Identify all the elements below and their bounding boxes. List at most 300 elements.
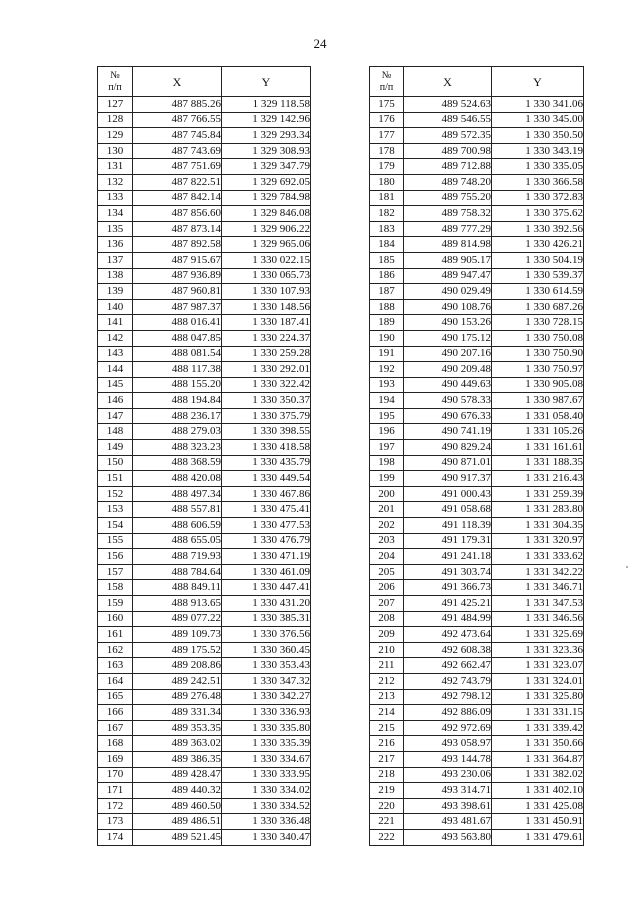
y-coordinate: 1 330 987.67 bbox=[492, 393, 584, 409]
x-coordinate: 488 016.41 bbox=[133, 315, 222, 331]
x-coordinate: 488 236.17 bbox=[133, 408, 222, 424]
row-number: 134 bbox=[98, 206, 133, 222]
table-row bbox=[98, 268, 311, 284]
row-number: 191 bbox=[370, 346, 404, 362]
table-row bbox=[98, 689, 311, 705]
y-coordinate: 1 331 283.80 bbox=[492, 502, 584, 518]
row-number: 176 bbox=[370, 112, 404, 128]
table-row bbox=[98, 299, 311, 315]
table-row bbox=[98, 362, 311, 378]
x-coordinate: 488 155.20 bbox=[133, 377, 222, 393]
y-coordinate: 1 330 107.93 bbox=[222, 284, 311, 300]
row-number: 210 bbox=[370, 642, 404, 658]
x-coordinate: 493 398.61 bbox=[404, 798, 492, 814]
x-coordinate: 488 497.34 bbox=[133, 486, 222, 502]
y-coordinate: 1 329 965.06 bbox=[222, 237, 311, 253]
y-coordinate: 1 331 304.35 bbox=[492, 518, 584, 534]
x-coordinate: 489 208.86 bbox=[133, 658, 222, 674]
row-number: 168 bbox=[98, 736, 133, 752]
y-coordinate: 1 331 324.01 bbox=[492, 673, 584, 689]
y-coordinate: 1 331 058.40 bbox=[492, 408, 584, 424]
table-row bbox=[98, 736, 311, 752]
y-coordinate: 1 330 336.93 bbox=[222, 705, 311, 721]
y-coordinate: 1 330 461.09 bbox=[222, 564, 311, 580]
row-number: 174 bbox=[98, 829, 133, 845]
y-coordinate: 1 330 340.47 bbox=[222, 829, 311, 845]
row-number: 212 bbox=[370, 673, 404, 689]
y-coordinate: 1 331 161.61 bbox=[492, 440, 584, 456]
row-number: 148 bbox=[98, 424, 133, 440]
y-coordinate: 1 331 342.22 bbox=[492, 564, 584, 580]
row-number: 152 bbox=[98, 486, 133, 502]
y-coordinate: 1 330 418.58 bbox=[222, 440, 311, 456]
row-number: 208 bbox=[370, 611, 404, 627]
y-coordinate: 1 330 435.79 bbox=[222, 455, 311, 471]
table-row bbox=[98, 237, 311, 253]
row-number: 205 bbox=[370, 564, 404, 580]
row-number: 197 bbox=[370, 440, 404, 456]
y-coordinate: 1 331 350.66 bbox=[492, 736, 584, 752]
x-coordinate: 487 842.14 bbox=[133, 190, 222, 206]
table-row bbox=[98, 502, 311, 518]
y-coordinate: 1 331 364.87 bbox=[492, 751, 584, 767]
table-row bbox=[370, 315, 584, 331]
row-number: 163 bbox=[98, 658, 133, 674]
table-row bbox=[98, 627, 311, 643]
x-coordinate: 489 905.17 bbox=[404, 252, 492, 268]
table-row bbox=[370, 502, 584, 518]
table-row bbox=[370, 549, 584, 565]
table-row bbox=[370, 689, 584, 705]
x-coordinate: 487 987.37 bbox=[133, 299, 222, 315]
table-row bbox=[98, 112, 311, 128]
y-coordinate: 1 331 347.53 bbox=[492, 596, 584, 612]
x-coordinate: 489 428.47 bbox=[133, 767, 222, 783]
row-number: 156 bbox=[98, 549, 133, 565]
x-coordinate: 490 153.26 bbox=[404, 315, 492, 331]
row-number: 222 bbox=[370, 829, 404, 845]
x-coordinate: 493 563.80 bbox=[404, 829, 492, 845]
table-row bbox=[98, 783, 311, 799]
table-row bbox=[98, 611, 311, 627]
y-coordinate: 1 329 846.08 bbox=[222, 206, 311, 222]
row-number: 136 bbox=[98, 237, 133, 253]
table-row bbox=[370, 705, 584, 721]
header-x: X bbox=[404, 67, 492, 97]
row-number: 183 bbox=[370, 221, 404, 237]
row-number: 164 bbox=[98, 673, 133, 689]
y-coordinate: 1 330 353.43 bbox=[222, 658, 311, 674]
row-number: 162 bbox=[98, 642, 133, 658]
row-number: 165 bbox=[98, 689, 133, 705]
header-y: Y bbox=[492, 67, 584, 97]
row-number: 209 bbox=[370, 627, 404, 643]
y-coordinate: 1 330 385.31 bbox=[222, 611, 311, 627]
y-coordinate: 1 330 341.06 bbox=[492, 97, 584, 113]
row-number: 211 bbox=[370, 658, 404, 674]
x-coordinate: 493 144.78 bbox=[404, 751, 492, 767]
x-coordinate: 490 829.24 bbox=[404, 440, 492, 456]
x-coordinate: 492 608.38 bbox=[404, 642, 492, 658]
x-coordinate: 490 676.33 bbox=[404, 408, 492, 424]
x-coordinate: 487 885.26 bbox=[133, 97, 222, 113]
table-row bbox=[98, 440, 311, 456]
row-number: 220 bbox=[370, 798, 404, 814]
y-coordinate: 1 330 322.42 bbox=[222, 377, 311, 393]
y-coordinate: 1 330 334.67 bbox=[222, 751, 311, 767]
x-coordinate: 490 209.48 bbox=[404, 362, 492, 378]
y-coordinate: 1 330 022.15 bbox=[222, 252, 311, 268]
y-coordinate: 1 330 375.79 bbox=[222, 408, 311, 424]
table-header-row bbox=[98, 67, 311, 97]
row-number: 144 bbox=[98, 362, 133, 378]
y-coordinate: 1 331 320.97 bbox=[492, 533, 584, 549]
x-coordinate: 488 117.38 bbox=[133, 362, 222, 378]
table-row bbox=[370, 97, 584, 113]
row-number: 190 bbox=[370, 330, 404, 346]
table-row bbox=[370, 642, 584, 658]
y-coordinate: 1 331 216.43 bbox=[492, 471, 584, 487]
table-row bbox=[98, 330, 311, 346]
table-row bbox=[370, 440, 584, 456]
y-coordinate: 1 330 224.37 bbox=[222, 330, 311, 346]
y-coordinate: 1 331 331.15 bbox=[492, 705, 584, 721]
x-coordinate: 489 748.20 bbox=[404, 174, 492, 190]
x-coordinate: 491 118.39 bbox=[404, 518, 492, 534]
row-number: 207 bbox=[370, 596, 404, 612]
x-coordinate: 487 873.14 bbox=[133, 221, 222, 237]
row-number: 201 bbox=[370, 502, 404, 518]
table-row bbox=[370, 471, 584, 487]
table-row bbox=[98, 221, 311, 237]
y-coordinate: 1 331 346.56 bbox=[492, 611, 584, 627]
table-row bbox=[370, 299, 584, 315]
x-coordinate: 489 572.35 bbox=[404, 128, 492, 144]
y-coordinate: 1 330 539.37 bbox=[492, 268, 584, 284]
table-row bbox=[98, 346, 311, 362]
table-row bbox=[370, 580, 584, 596]
x-coordinate: 493 314.71 bbox=[404, 783, 492, 799]
x-coordinate: 487 936.89 bbox=[133, 268, 222, 284]
table-row bbox=[98, 284, 311, 300]
row-number: 159 bbox=[98, 596, 133, 612]
x-coordinate: 488 655.05 bbox=[133, 533, 222, 549]
table-row bbox=[98, 252, 311, 268]
x-coordinate: 488 420.08 bbox=[133, 471, 222, 487]
y-coordinate: 1 330 336.48 bbox=[222, 814, 311, 830]
y-coordinate: 1 329 347.79 bbox=[222, 159, 311, 175]
row-number: 216 bbox=[370, 736, 404, 752]
y-coordinate: 1 330 360.45 bbox=[222, 642, 311, 658]
table-row bbox=[98, 143, 311, 159]
y-coordinate: 1 330 335.39 bbox=[222, 736, 311, 752]
row-number: 170 bbox=[98, 767, 133, 783]
row-number: 184 bbox=[370, 237, 404, 253]
y-coordinate: 1 330 335.80 bbox=[222, 720, 311, 736]
table-row bbox=[98, 533, 311, 549]
y-coordinate: 1 330 334.02 bbox=[222, 783, 311, 799]
x-coordinate: 489 755.20 bbox=[404, 190, 492, 206]
row-number: 166 bbox=[98, 705, 133, 721]
table-row bbox=[98, 206, 311, 222]
row-number: 203 bbox=[370, 533, 404, 549]
row-number: 178 bbox=[370, 143, 404, 159]
x-coordinate: 491 484.99 bbox=[404, 611, 492, 627]
row-number: 195 bbox=[370, 408, 404, 424]
table-row bbox=[98, 455, 311, 471]
y-coordinate: 1 330 447.41 bbox=[222, 580, 311, 596]
table-row bbox=[370, 564, 584, 580]
y-coordinate: 1 330 292.01 bbox=[222, 362, 311, 378]
x-coordinate: 488 557.81 bbox=[133, 502, 222, 518]
y-coordinate: 1 331 479.61 bbox=[492, 829, 584, 845]
y-coordinate: 1 330 467.86 bbox=[222, 486, 311, 502]
row-number: 202 bbox=[370, 518, 404, 534]
table-row bbox=[370, 486, 584, 502]
table-row bbox=[370, 798, 584, 814]
row-number: 161 bbox=[98, 627, 133, 643]
table-row bbox=[98, 798, 311, 814]
row-number: 132 bbox=[98, 174, 133, 190]
y-coordinate: 1 330 614.59 bbox=[492, 284, 584, 300]
table-row bbox=[98, 128, 311, 144]
row-number: 127 bbox=[98, 97, 133, 113]
y-coordinate: 1 330 343.19 bbox=[492, 143, 584, 159]
row-number: 219 bbox=[370, 783, 404, 799]
x-coordinate: 489 712.88 bbox=[404, 159, 492, 175]
x-coordinate: 490 029.49 bbox=[404, 284, 492, 300]
table-row bbox=[98, 471, 311, 487]
x-coordinate: 487 751.69 bbox=[133, 159, 222, 175]
table-row bbox=[370, 377, 584, 393]
row-number: 139 bbox=[98, 284, 133, 300]
y-coordinate: 1 330 259.28 bbox=[222, 346, 311, 362]
y-coordinate: 1 330 476.79 bbox=[222, 533, 311, 549]
row-number: 186 bbox=[370, 268, 404, 284]
table-row bbox=[98, 564, 311, 580]
header-number bbox=[98, 67, 133, 97]
x-coordinate: 490 917.37 bbox=[404, 471, 492, 487]
table-row bbox=[98, 159, 311, 175]
y-coordinate: 1 330 687.26 bbox=[492, 299, 584, 315]
row-number: 137 bbox=[98, 252, 133, 268]
table-row bbox=[98, 408, 311, 424]
header-number-line2: п/п bbox=[108, 81, 122, 93]
x-coordinate: 491 179.31 bbox=[404, 533, 492, 549]
table-body-right bbox=[370, 97, 584, 846]
x-coordinate: 492 473.64 bbox=[404, 627, 492, 643]
x-coordinate: 489 947.47 bbox=[404, 268, 492, 284]
table-row bbox=[370, 268, 584, 284]
x-coordinate: 489 777.29 bbox=[404, 221, 492, 237]
scan-speck bbox=[626, 566, 628, 568]
x-coordinate: 487 915.67 bbox=[133, 252, 222, 268]
row-number: 158 bbox=[98, 580, 133, 596]
row-number: 167 bbox=[98, 720, 133, 736]
y-coordinate: 1 330 477.53 bbox=[222, 518, 311, 534]
x-coordinate: 489 521.45 bbox=[133, 829, 222, 845]
y-coordinate: 1 329 293.34 bbox=[222, 128, 311, 144]
row-number: 180 bbox=[370, 174, 404, 190]
x-coordinate: 488 719.93 bbox=[133, 549, 222, 565]
table-row bbox=[370, 611, 584, 627]
coordinates-table-left bbox=[97, 66, 311, 846]
y-coordinate: 1 331 259.39 bbox=[492, 486, 584, 502]
table-row bbox=[370, 174, 584, 190]
table-row bbox=[98, 377, 311, 393]
y-coordinate: 1 330 750.97 bbox=[492, 362, 584, 378]
table-row bbox=[370, 424, 584, 440]
table-row bbox=[370, 393, 584, 409]
y-coordinate: 1 330 350.37 bbox=[222, 393, 311, 409]
y-coordinate: 1 330 728.15 bbox=[492, 315, 584, 331]
x-coordinate: 489 524.63 bbox=[404, 97, 492, 113]
table-row bbox=[98, 658, 311, 674]
table-row bbox=[98, 393, 311, 409]
row-number: 155 bbox=[98, 533, 133, 549]
row-number: 171 bbox=[98, 783, 133, 799]
table-row bbox=[370, 237, 584, 253]
x-coordinate: 489 460.50 bbox=[133, 798, 222, 814]
x-coordinate: 491 425.21 bbox=[404, 596, 492, 612]
row-number: 157 bbox=[98, 564, 133, 580]
row-number: 182 bbox=[370, 206, 404, 222]
table-row bbox=[98, 190, 311, 206]
table-row bbox=[98, 315, 311, 331]
row-number: 133 bbox=[98, 190, 133, 206]
table-row bbox=[98, 596, 311, 612]
y-coordinate: 1 331 323.36 bbox=[492, 642, 584, 658]
x-coordinate: 489 242.51 bbox=[133, 673, 222, 689]
header-x: X bbox=[133, 67, 222, 97]
row-number: 215 bbox=[370, 720, 404, 736]
row-number: 204 bbox=[370, 549, 404, 565]
table-row bbox=[370, 221, 584, 237]
row-number: 149 bbox=[98, 440, 133, 456]
table-row bbox=[98, 424, 311, 440]
x-coordinate: 489 386.35 bbox=[133, 751, 222, 767]
coordinates-table-right bbox=[369, 66, 584, 846]
y-coordinate: 1 330 375.62 bbox=[492, 206, 584, 222]
x-coordinate: 488 913.65 bbox=[133, 596, 222, 612]
row-number: 130 bbox=[98, 143, 133, 159]
x-coordinate: 487 743.69 bbox=[133, 143, 222, 159]
table-row bbox=[370, 533, 584, 549]
y-coordinate: 1 330 148.56 bbox=[222, 299, 311, 315]
row-number: 160 bbox=[98, 611, 133, 627]
x-coordinate: 489 814.98 bbox=[404, 237, 492, 253]
header-number-line1: № bbox=[110, 70, 120, 81]
y-coordinate: 1 330 350.50 bbox=[492, 128, 584, 144]
y-coordinate: 1 331 382.02 bbox=[492, 767, 584, 783]
x-coordinate: 489 440.32 bbox=[133, 783, 222, 799]
row-number: 206 bbox=[370, 580, 404, 596]
table-row bbox=[98, 97, 311, 113]
y-coordinate: 1 329 692.05 bbox=[222, 174, 311, 190]
y-coordinate: 1 329 142.96 bbox=[222, 112, 311, 128]
table-row bbox=[370, 673, 584, 689]
x-coordinate: 492 886.09 bbox=[404, 705, 492, 721]
x-coordinate: 490 175.12 bbox=[404, 330, 492, 346]
y-coordinate: 1 330 366.58 bbox=[492, 174, 584, 190]
table-row bbox=[370, 143, 584, 159]
row-number: 143 bbox=[98, 346, 133, 362]
row-number: 196 bbox=[370, 424, 404, 440]
x-coordinate: 493 481.67 bbox=[404, 814, 492, 830]
x-coordinate: 492 662.47 bbox=[404, 658, 492, 674]
header-number-line2: п/п bbox=[379, 81, 394, 93]
table-row bbox=[370, 814, 584, 830]
x-coordinate: 487 822.51 bbox=[133, 174, 222, 190]
x-coordinate: 487 766.55 bbox=[133, 112, 222, 128]
table-row bbox=[370, 362, 584, 378]
x-coordinate: 488 047.85 bbox=[133, 330, 222, 346]
table-row bbox=[370, 736, 584, 752]
table-row bbox=[98, 751, 311, 767]
row-number: 175 bbox=[370, 97, 404, 113]
x-coordinate: 487 856.60 bbox=[133, 206, 222, 222]
x-coordinate: 488 279.03 bbox=[133, 424, 222, 440]
y-coordinate: 1 330 392.56 bbox=[492, 221, 584, 237]
table-row bbox=[370, 206, 584, 222]
table-row bbox=[98, 673, 311, 689]
row-number: 145 bbox=[98, 377, 133, 393]
row-number: 150 bbox=[98, 455, 133, 471]
y-coordinate: 1 331 325.69 bbox=[492, 627, 584, 643]
y-coordinate: 1 331 325.80 bbox=[492, 689, 584, 705]
row-number: 217 bbox=[370, 751, 404, 767]
table-row bbox=[370, 767, 584, 783]
y-coordinate: 1 330 449.54 bbox=[222, 471, 311, 487]
y-coordinate: 1 331 402.10 bbox=[492, 783, 584, 799]
x-coordinate: 489 331.34 bbox=[133, 705, 222, 721]
y-coordinate: 1 330 905.08 bbox=[492, 377, 584, 393]
x-coordinate: 489 486.51 bbox=[133, 814, 222, 830]
row-number: 214 bbox=[370, 705, 404, 721]
row-number: 177 bbox=[370, 128, 404, 144]
y-coordinate: 1 330 431.20 bbox=[222, 596, 311, 612]
row-number: 172 bbox=[98, 798, 133, 814]
table-row bbox=[98, 642, 311, 658]
y-coordinate: 1 329 784.98 bbox=[222, 190, 311, 206]
table-row bbox=[370, 455, 584, 471]
x-coordinate: 490 741.19 bbox=[404, 424, 492, 440]
y-coordinate: 1 330 475.41 bbox=[222, 502, 311, 518]
y-coordinate: 1 329 906.22 bbox=[222, 221, 311, 237]
row-number: 151 bbox=[98, 471, 133, 487]
x-coordinate: 493 230.06 bbox=[404, 767, 492, 783]
y-coordinate: 1 330 376.56 bbox=[222, 627, 311, 643]
row-number: 129 bbox=[98, 128, 133, 144]
y-coordinate: 1 330 504.19 bbox=[492, 252, 584, 268]
x-coordinate: 491 241.18 bbox=[404, 549, 492, 565]
x-coordinate: 488 784.64 bbox=[133, 564, 222, 580]
y-coordinate: 1 331 425.08 bbox=[492, 798, 584, 814]
row-number: 181 bbox=[370, 190, 404, 206]
table-row bbox=[370, 346, 584, 362]
x-coordinate: 488 323.23 bbox=[133, 440, 222, 456]
y-coordinate: 1 331 188.35 bbox=[492, 455, 584, 471]
header-number-line1: № bbox=[381, 70, 392, 81]
x-coordinate: 490 871.01 bbox=[404, 455, 492, 471]
x-coordinate: 489 353.35 bbox=[133, 720, 222, 736]
row-number: 221 bbox=[370, 814, 404, 830]
x-coordinate: 490 207.16 bbox=[404, 346, 492, 362]
x-coordinate: 488 368.59 bbox=[133, 455, 222, 471]
row-number: 213 bbox=[370, 689, 404, 705]
x-coordinate: 489 758.32 bbox=[404, 206, 492, 222]
row-number: 154 bbox=[98, 518, 133, 534]
